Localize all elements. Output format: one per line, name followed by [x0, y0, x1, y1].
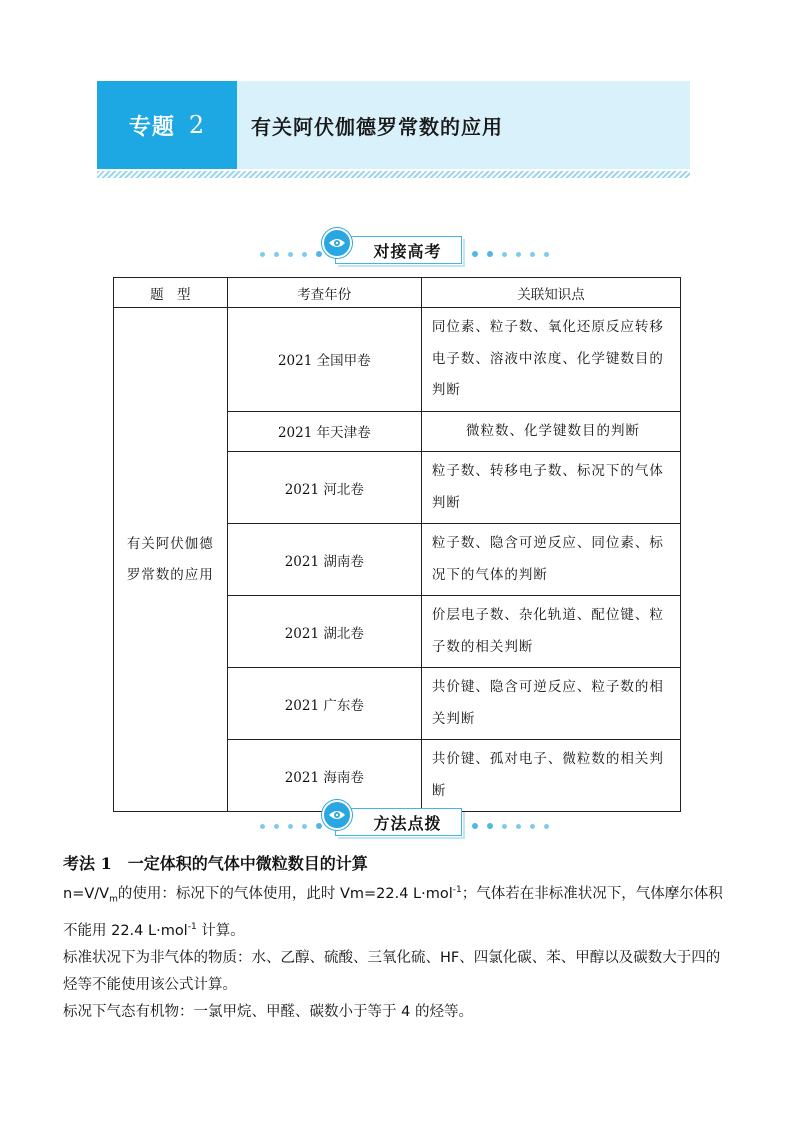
section-header-exam	[250, 226, 550, 266]
text-run: ；气体若在非标准状况下，气体摩尔体积不能用 22.4 L·mol	[63, 885, 723, 939]
year-cell: 2021 海南卷	[227, 740, 421, 812]
question-type-cell: 有关阿伏伽德罗常数的应用	[114, 308, 228, 812]
knowledge-cell: 共价键、隐含可逆反应、粒子数的相关判断	[421, 668, 680, 740]
section-header-method	[250, 798, 550, 838]
table-header: 关联知识点	[421, 278, 680, 308]
topic-label-box	[97, 81, 237, 169]
method-heading: 考法 1 一定体积的气体中微粒数目的计算	[63, 854, 368, 873]
section-title: 方法点拨	[373, 813, 442, 833]
year-cell: 2021 河北卷	[227, 452, 421, 524]
decor-dots-right	[472, 251, 549, 257]
text-run: 计算。	[196, 922, 245, 939]
table-header: 考查年份	[227, 278, 421, 308]
superscript: -1	[452, 885, 462, 895]
banner-stripe-divider	[97, 171, 690, 178]
table-header-row	[114, 278, 681, 308]
knowledge-cell: 价层电子数、杂化轨道、配位键、粒子数的相关判断	[421, 596, 680, 668]
year-cell: 2021 全国甲卷	[227, 308, 421, 412]
knowledge-cell: 同位素、粒子数、氧化还原反应转移电子数、溶液中浓度、化学键数目的判断	[421, 308, 680, 412]
topic-banner	[97, 81, 690, 169]
section-title-box	[335, 236, 462, 264]
table-header: 题 型	[114, 278, 228, 308]
eye-icon	[322, 228, 352, 258]
topic-title-box	[237, 81, 690, 169]
topic-number: 2	[188, 111, 206, 139]
superscript: -1	[187, 921, 197, 932]
method-paragraph-3: 标况下气态有机物：一氯甲烷、甲醛、碳数小于等于 4 的烃等。	[63, 1003, 473, 1020]
subscript: m	[109, 894, 118, 905]
text-run: 的使用：标况下的气体使用，此时 Vm=22.4 L·mol	[117, 885, 453, 902]
year-cell: 2021 年天津卷	[227, 411, 421, 452]
decor-dots-right	[472, 823, 549, 829]
method-paragraph-1	[63, 877, 733, 945]
text-run: n=V/V	[63, 885, 110, 902]
knowledge-cell: 微粒数、化学键数目的判断	[421, 411, 680, 452]
eye-icon	[322, 800, 352, 830]
topic-title: 有关阿伏伽德罗常数的应用	[251, 114, 503, 139]
method-paragraph-2: 标准状况下为非气体的物质：水、乙醇、硫酸、三氧化硫、HF、四氯化碳、苯、甲醇以及碳数大于四的烃等不能使用该公式计算。	[63, 949, 721, 993]
exam-table	[113, 277, 681, 812]
table-row	[114, 308, 681, 412]
section-title: 对接高考	[373, 241, 442, 261]
knowledge-cell: 粒子数、转移电子数、标况下的气体判断	[421, 452, 680, 524]
section-title-box	[335, 808, 462, 836]
knowledge-cell: 共价键、孤对电子、微粒数的相关判断	[421, 740, 680, 812]
year-cell: 2021 湖北卷	[227, 596, 421, 668]
year-cell: 2021 湖南卷	[227, 524, 421, 596]
year-cell: 2021 广东卷	[227, 668, 421, 740]
knowledge-cell: 粒子数、隐含可逆反应、同位素、标况下的气体的判断	[421, 524, 680, 596]
topic-label: 专题	[128, 113, 175, 140]
method-content	[63, 850, 733, 1026]
